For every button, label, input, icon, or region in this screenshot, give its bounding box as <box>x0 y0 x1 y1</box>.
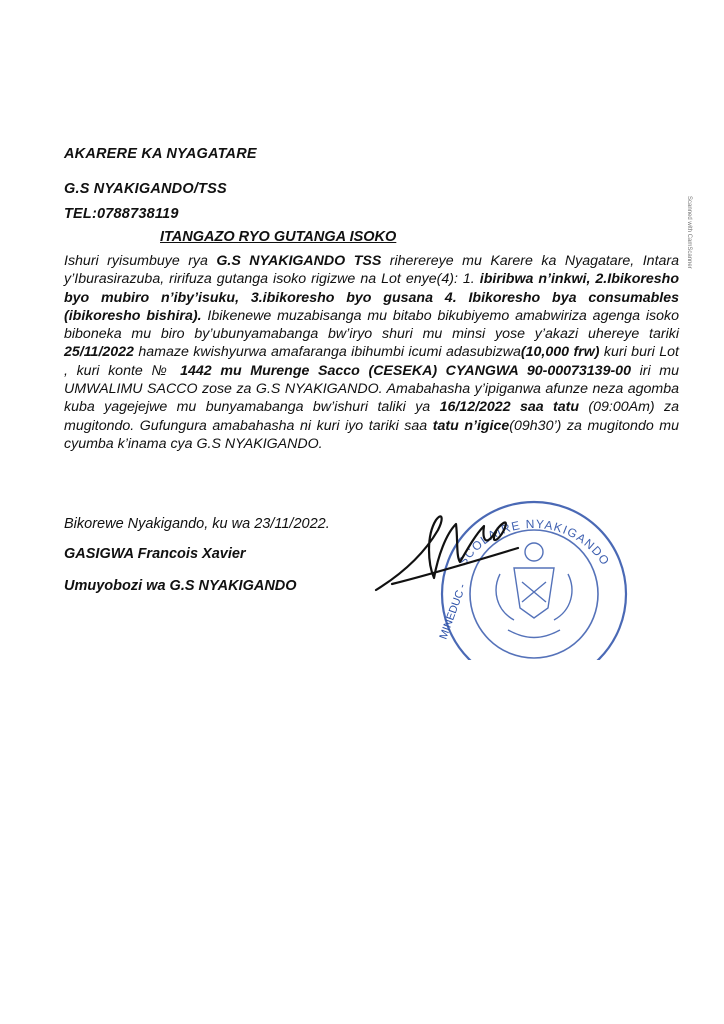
district-heading: AKARERE KA NYAGATARE <box>64 146 257 162</box>
body-text-3: Ibikenewe muzabisanga mu bitabo bikubiyemo amabwiriza agenga isoko biboneka mu biro by’ubunyamabanga bw’iryo shuri mu minsi yose y’akazi uhereye tariki <box>64 307 679 343</box>
telephone-heading: TEL:0788738119 <box>64 206 179 222</box>
stamp-ring-text: SCOLAIRE NYAKIGANDO <box>455 516 613 569</box>
signature-graphic <box>372 504 522 599</box>
lots-list-bold: ibiribwa n’inkwi, 2.Ibikoresho byo mubiro n’iby’isuku, 3.ibikoresho byo gusana 4. Ibikoresho bya consumables (ibikoresho bishira). <box>64 271 679 324</box>
opening-time-bold: tatu n’igice <box>432 417 510 434</box>
deadline-bold: 16/12/2022 saa tatu <box>439 399 580 416</box>
signatory-role: Umuyobozi wa G.S NYAKIGANDO <box>64 578 297 594</box>
body-text-2: riherereye mu Karere ka Nyagatare, Intara y’Iburasirazuba, ririfuza gutanga isoko rigizwe na Lot enye(4): 1. <box>64 253 680 288</box>
body-text-8: (09h30’) za mugitondo mu cyumba k’inama cya G.S NYAKIGANDO. <box>64 417 680 452</box>
place-date-line: Bikorewe Nyakigando, ku wa 23/11/2022. <box>64 516 330 532</box>
body-text-1: Ishuri ryisumbuye rya <box>64 253 217 269</box>
start-date-bold: 25/11/2022 <box>64 344 134 361</box>
stamp-side-text: MINEDUC - <box>437 582 469 642</box>
body-text-4: hamaze kwishyurwa amafaranga ibihumbi icumi adasubizwa <box>133 344 521 361</box>
fee-amount-bold: (10,000 frw) <box>520 344 600 361</box>
announcement-paragraph <box>64 252 679 453</box>
body-text-5: kuri buri Lot , kuri konte № <box>64 344 679 379</box>
document-title: ITANGAZO RYO GUTANGA ISOKO <box>160 229 397 245</box>
body-text-7: (09:00Am) za mugitondo. Gufungura amabahasha ni kuri iyo tariki saa <box>64 399 679 434</box>
signatory-name: GASIGWA Francois Xavier <box>64 546 246 562</box>
scanner-watermark: Scanned with CamScanner <box>686 196 692 269</box>
account-numbers-bold: 1442 mu Murenge Sacco (CESEKA) CYANGWA 90-00073139-00 <box>180 362 631 379</box>
school-heading: G.S NYAKIGANDO/TSS <box>64 181 227 197</box>
body-text-6: iri mu UMWALIMU SACCO zose za G.S NYAKIGANDO. Amabahasha y’ipiganwa afunze neza agomba kuba yagejejwe mu bunyamabanga bw’ishuri taliki ya <box>64 362 679 416</box>
school-name-bold: G.S NYAKIGANDO TSS <box>216 253 382 269</box>
handwritten-signature <box>372 504 522 604</box>
